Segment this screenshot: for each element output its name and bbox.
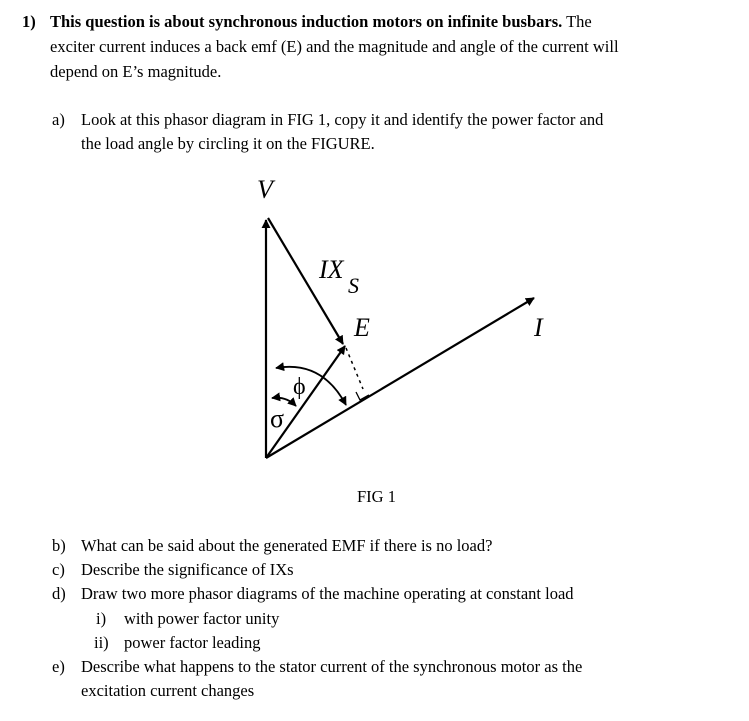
label-v: V	[257, 175, 273, 204]
i-phasor	[266, 298, 534, 458]
question-title-bold: This question is about synchronous induction motors on infinite busbars.	[50, 12, 563, 31]
dashed-projection	[346, 348, 363, 389]
part-a-line-1: Look at this phasor diagram in FIG 1, copy it and identify the power factor and	[81, 110, 604, 129]
item-c-marker: c)	[52, 560, 65, 579]
question-number: 1)	[22, 12, 36, 31]
label-e: E	[354, 313, 370, 342]
subitem-i-text: with power factor unity	[124, 609, 280, 628]
label-ix: IX	[319, 255, 344, 284]
question-title-rest: The	[562, 12, 592, 31]
label-sigma: σ	[270, 404, 285, 433]
part-a-marker: a)	[52, 110, 65, 129]
subitem-i-marker: i)	[96, 609, 107, 628]
question-line-3: depend on E’s magnitude.	[50, 62, 222, 81]
subitem-ii-text: power factor leading	[124, 633, 261, 652]
subitem-ii-marker: ii)	[94, 633, 109, 652]
label-phi: ϕ	[293, 374, 306, 400]
label-i: I	[534, 313, 543, 342]
figure-caption: FIG 1	[357, 487, 396, 506]
part-a-line-2: the load angle by circling it on the FIGURE.	[81, 134, 375, 153]
item-e-text-2: excitation current changes	[81, 681, 255, 700]
item-d-text: Draw two more phasor diagrams of the machine operating at constant load	[81, 584, 574, 603]
item-b-marker: b)	[52, 536, 66, 555]
label-ix-sub: S	[348, 273, 359, 298]
item-b-text: What can be said about the generated EMF if there is no load?	[81, 536, 493, 555]
question-line-2: exciter current induces a back emf (E) and the magnitude and angle of the current will	[50, 37, 619, 56]
item-e-text: Describe what happens to the stator current of the synchronous motor as the	[81, 657, 583, 676]
e-phasor	[266, 346, 345, 458]
item-e-marker: e)	[52, 657, 65, 676]
item-c-text: Describe the significance of IXs	[81, 560, 294, 579]
item-d-marker: d)	[52, 584, 66, 603]
